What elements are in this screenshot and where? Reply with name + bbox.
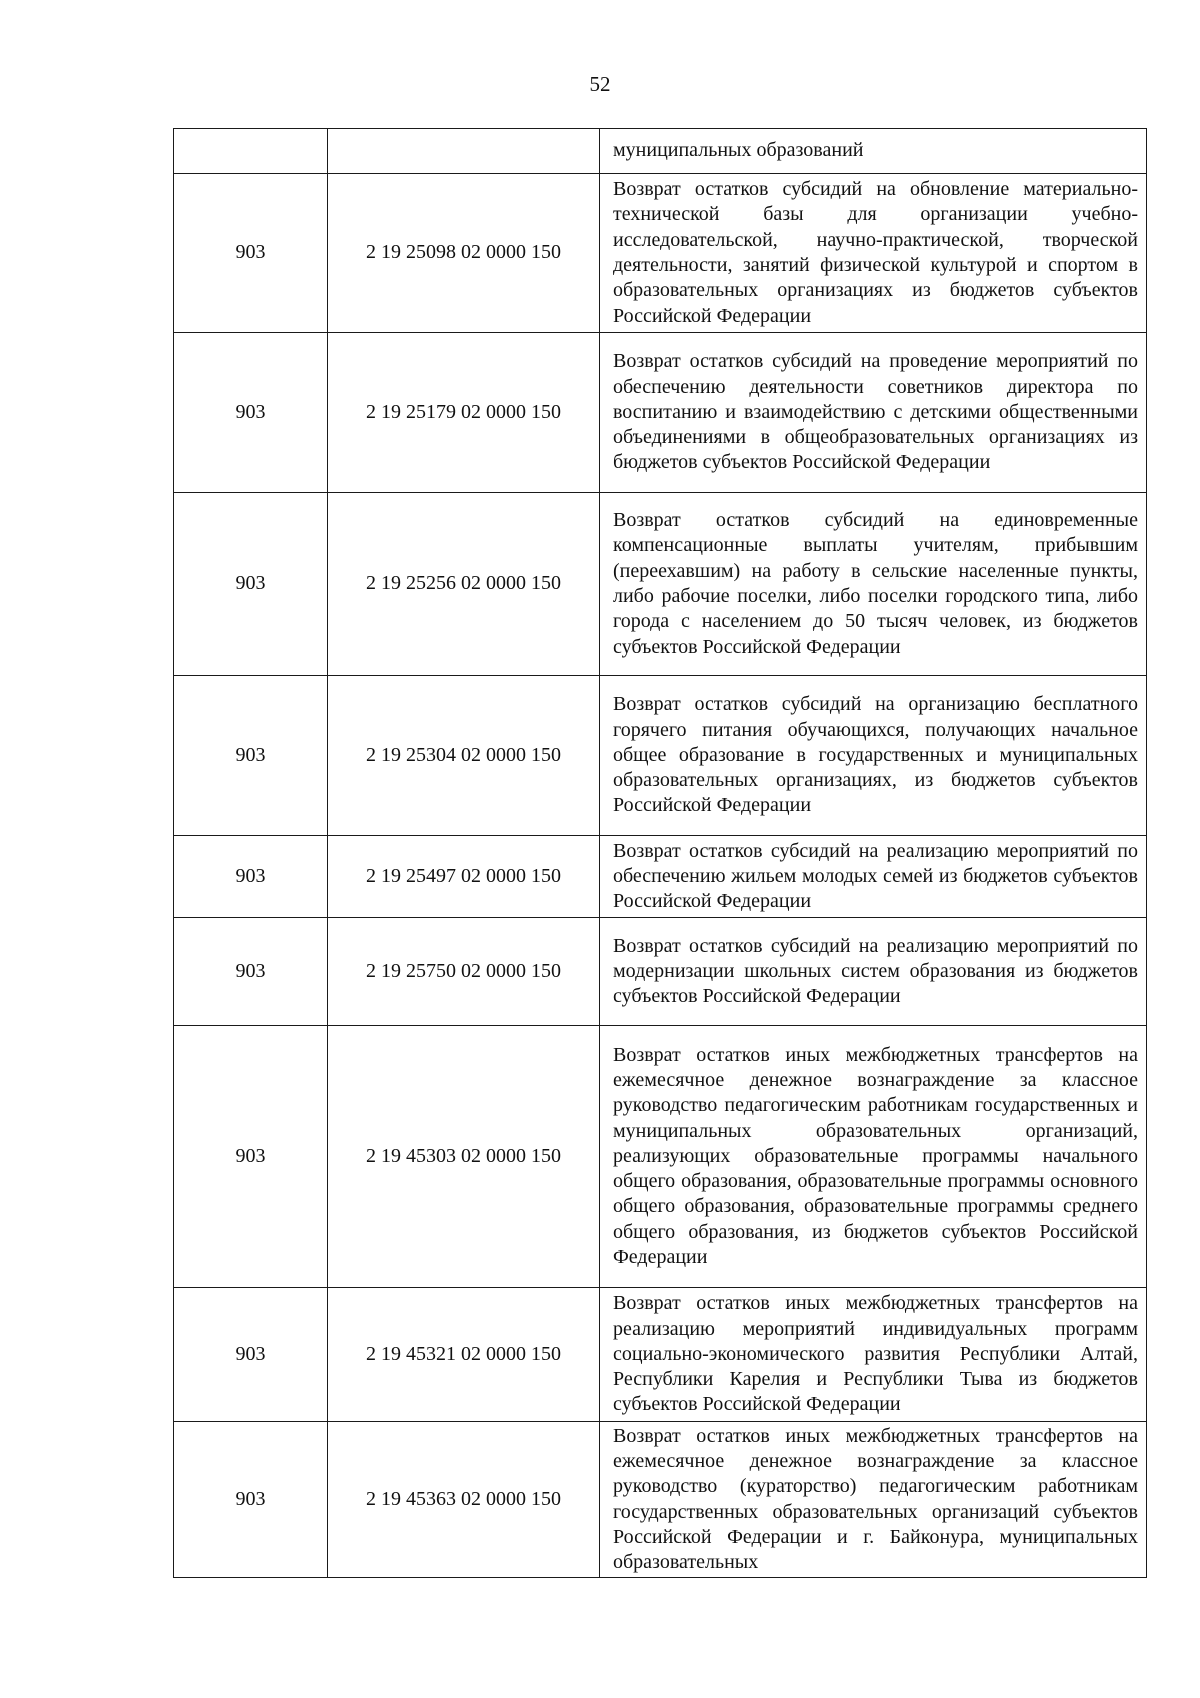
admin-code-cell: 903 [174,918,328,1026]
description-cell: муниципальных образований [600,129,1147,174]
budget-code-cell: 2 19 25304 02 0000 150 [328,676,600,836]
description-cell: Возврат остатков субсидий на единовременные компенсационные выплаты учителям, прибывшим (переехавшим) на работу в сельские населенные пункты, либо рабочие поселки, либо поселки городского типа, либо города с населением до 50 тысяч человек, из бюджетов субъектов Российской Федерации [600,493,1147,676]
budget-code-cell: 2 19 45303 02 0000 150 [328,1026,600,1288]
description-cell: Возврат остатков иных межбюджетных трансфертов на ежемесячное денежное вознаграждение за классное руководство (кураторство) педагогическим работникам государственных образовательных организаций субъектов Российской Федерации и г. Байконура, муниципальных образовательных [600,1422,1147,1578]
table-row [174,1422,1147,1578]
table-row [174,676,1147,836]
admin-code-cell: 903 [174,676,328,836]
description-cell: Возврат остатков субсидий на реализацию мероприятий по модернизации школьных систем образования из бюджетов субъектов Российской Федерации [600,918,1147,1026]
table-row [174,493,1147,676]
budget-code-cell: 2 19 45363 02 0000 150 [328,1422,600,1578]
budget-code-cell: 2 19 45321 02 0000 150 [328,1288,600,1422]
budget-code-cell: 2 19 25098 02 0000 150 [328,174,600,333]
admin-code-cell: 903 [174,836,328,918]
admin-code-cell: 903 [174,174,328,333]
budget-code-cell: 2 19 25179 02 0000 150 [328,333,600,493]
table-row [174,129,1147,174]
page-number: 52 [589,72,611,96]
budget-code-cell [328,129,600,174]
description-cell: Возврат остатков субсидий на обновление материально-технической базы для организации учебно-исследовательской, научно-практической, творческой деятельности, занятий физической культурой и спортом в образовательных организациях из бюджетов субъектов Российской Федерации [600,174,1147,333]
description-cell: Возврат остатков иных межбюджетных трансфертов на реализацию мероприятий индивидуальных программ социально-экономического развития Республики Алтай, Республики Карелия и Республики Тыва из бюджетов субъектов Российской Федерации [600,1288,1147,1422]
table-row [174,918,1147,1026]
budget-code-cell: 2 19 25750 02 0000 150 [328,918,600,1026]
table-row [174,333,1147,493]
table-row [174,1288,1147,1422]
description-cell: Возврат остатков иных межбюджетных трансфертов на ежемесячное денежное вознаграждение за классное руководство педагогическим работникам государственных и муниципальных образовательных организаций, реализующих образовательные программы начального общего образования, образовательные программы основного общего образования, образовательные программы среднего общего образования, из бюджетов субъектов Российской Федерации [600,1026,1147,1288]
table-row [174,1026,1147,1288]
budget-classification-table [173,128,1147,1578]
admin-code-cell: 903 [174,1422,328,1578]
description-cell: Возврат остатков субсидий на реализацию мероприятий по обеспечению жильем молодых семей из бюджетов субъектов Российской Федерации [600,836,1147,918]
admin-code-cell: 903 [174,1288,328,1422]
admin-code-cell: 903 [174,493,328,676]
budget-code-cell: 2 19 25256 02 0000 150 [328,493,600,676]
table-row [174,174,1147,333]
description-cell: Возврат остатков субсидий на проведение мероприятий по обеспечению деятельности советников директора по воспитанию и взаимодействию с детскими общественными объединениями в общеобразовательных организациях из бюджетов субъектов Российской Федерации [600,333,1147,493]
table-row [174,836,1147,918]
budget-code-cell: 2 19 25497 02 0000 150 [328,836,600,918]
admin-code-cell: 903 [174,333,328,493]
description-cell: Возврат остатков субсидий на организацию бесплатного горячего питания обучающихся, получающих начальное общее образование в государственных и муниципальных образовательных организациях, из бюджетов субъектов Российской Федерации [600,676,1147,836]
admin-code-cell [174,129,328,174]
admin-code-cell: 903 [174,1026,328,1288]
